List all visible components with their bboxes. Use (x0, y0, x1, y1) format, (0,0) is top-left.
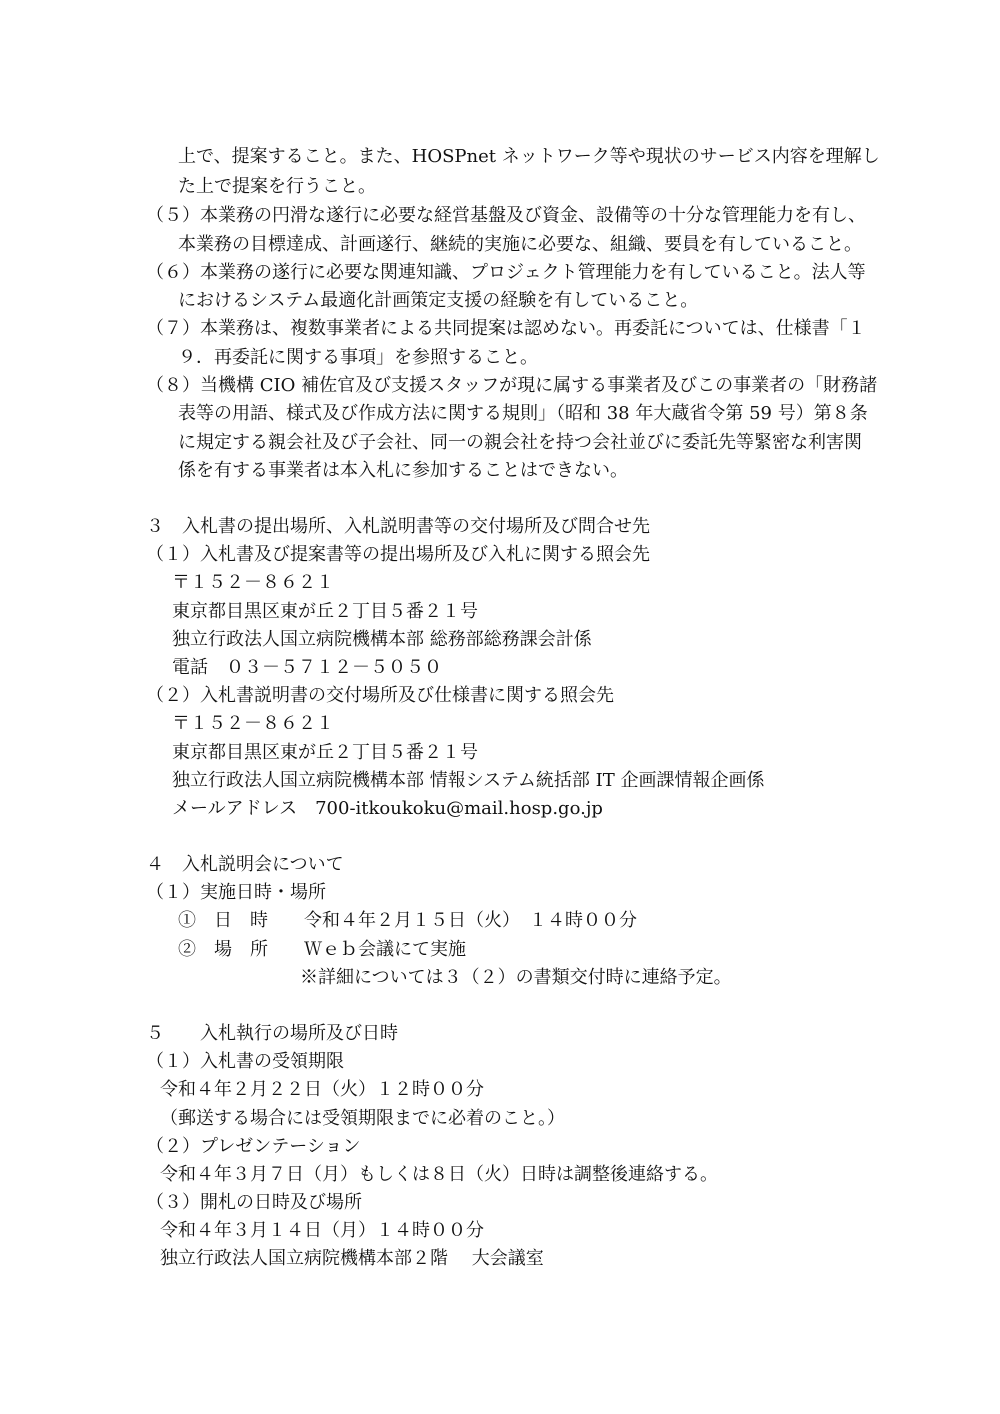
body-text-line: た上で提案を行うこと。 (178, 176, 376, 197)
phone-number: 電話 ０３－５７１２－５０５０ (172, 657, 442, 678)
presentation-date: 令和４年３月７日（月）もしくは８日（火）日時は調整後連絡する。 (160, 1164, 718, 1185)
meeting-date-row: ① 日 時 令和４年２月１５日（火） １４時００分 (178, 910, 637, 931)
body-text-line: 本業務の目標達成、計画遂行、継続的実施に必要な、組織、要員を有していること。 (178, 234, 862, 255)
subsection-heading: （１）入札書及び提案書等の提出場所及び入札に関する照会先 (146, 544, 650, 565)
address-line: 東京都目黒区東が丘２丁目５番２１号 (172, 742, 478, 763)
body-text-line: 係を有する事業者は本入札に参加することはできない。 (178, 460, 628, 481)
list-item-8: （８）当機構 CIO 補佐官及び支援スタッフが現に属する事業者及びこの事業者の「財務諸 (146, 375, 878, 396)
section-heading-4: ４ 入札説明会について (146, 854, 344, 875)
body-text-line: ９．再委託に関する事項」を参照すること。 (178, 347, 538, 368)
list-item-7: （７）本業務は、複数事業者による共同提案は認めない。再委託については、仕様書「１ (146, 318, 866, 339)
opening-datetime: 令和４年３月１４日（月）１４時００分 (160, 1220, 484, 1241)
email-address: メールアドレス 700-itkoukoku@mail.hosp.go.jp (172, 798, 603, 819)
subsection-heading: （３）開札の日時及び場所 (146, 1192, 362, 1213)
section-heading-3: ３ 入札書の提出場所、入札説明書等の交付場所及び問合せ先 (146, 516, 650, 537)
opening-place: 独立行政法人国立病院機構本部２階 大会議室 (160, 1248, 544, 1269)
subsection-heading: （１）実施日時・場所 (146, 882, 326, 903)
address-line: 東京都目黒区東が丘２丁目５番２１号 (172, 601, 478, 622)
office-name: 独立行政法人国立病院機構本部 総務部総務課会計係 (172, 629, 592, 650)
meeting-place-row: ② 場 所 Ｗｅｂ会議にて実施 (178, 939, 466, 960)
list-item-6: （６）本業務の遂行に必要な関連知識、プロジェクト管理能力を有していること。法人等 (146, 262, 866, 283)
body-text-line: におけるシステム最適化計画策定支援の経験を有していること。 (178, 290, 699, 311)
mailing-note: （郵送する場合には受領期限までに必着のこと。） (160, 1108, 565, 1129)
subsection-heading: （２）入札書説明書の交付場所及び仕様書に関する照会先 (146, 685, 614, 706)
subsection-heading: （１）入札書の受領期限 (146, 1051, 344, 1072)
postal-code: 〒１５２－８６２１ (172, 572, 334, 593)
list-item-5: （５）本業務の円滑な遂行に必要な経営基盤及び資金、設備等の十分な管理能力を有し、 (146, 205, 866, 226)
meeting-note: ※詳細については３（２）の書類交付時に連絡予定。 (300, 967, 732, 988)
body-text-line: 上で、提案すること。また、HOSPnet ネットワーク等や現状のサービス内容を理解し (178, 146, 880, 167)
office-name: 独立行政法人国立病院機構本部 情報システム統括部 IT 企画課情報企画係 (172, 770, 765, 791)
section-heading-5: ５ 入札執行の場所及び日時 (146, 1023, 398, 1044)
body-text-line: 表等の用語、様式及び作成方法に関する規則」（昭和 38 年大蔵省令第 59 号）第８条 (178, 403, 868, 424)
postal-code: 〒１５２－８６２１ (172, 713, 334, 734)
body-text-line: に規定する親会社及び子会社、同一の親会社を持つ会社並びに委託先等緊密な利害関 (178, 432, 862, 453)
subsection-heading: （２）プレゼンテーション (146, 1136, 361, 1157)
deadline-datetime: 令和４年２月２２日（火）１２時００分 (160, 1079, 484, 1100)
